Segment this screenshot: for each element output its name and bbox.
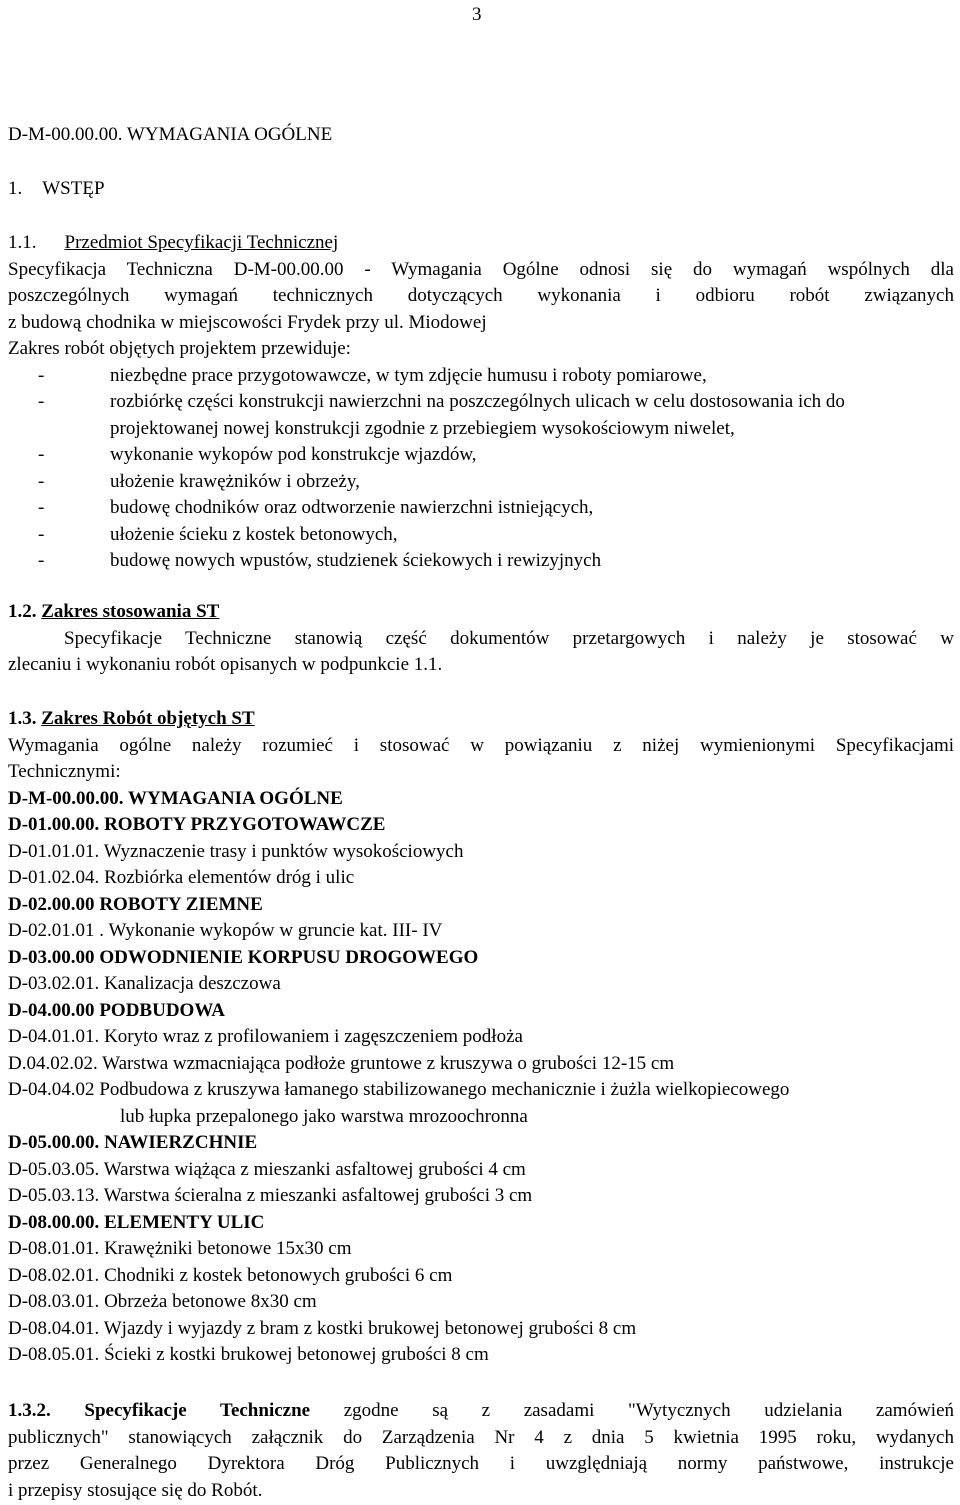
section-number: 1.3.: [8, 708, 37, 729]
spec-name: Obrzeża betonowe 8x30 cm: [104, 1291, 317, 1312]
spec-item: [8, 1289, 954, 1316]
spec-item: [8, 1236, 954, 1263]
spec-name: ROBOTY ZIEMNE: [99, 893, 263, 915]
spec-item: [8, 945, 954, 972]
spec-item: [8, 1024, 954, 1051]
spec-name: Warstwa wiążąca z mieszanki asfaltowej grubości 4 cm: [103, 1158, 526, 1180]
spec-code: D-03.00.00: [8, 946, 95, 968]
spec-item: [8, 892, 954, 919]
section-number: 1.: [8, 178, 23, 199]
spec-code: D-01.02.04.: [8, 867, 100, 888]
spec-code: D-08.04.01.: [8, 1317, 100, 1339]
section-number: 1.1.: [8, 232, 37, 253]
list-item: - ułożenie ścieku z kostek betonowych,: [38, 523, 398, 545]
spec-code: D-02.00.00: [8, 893, 95, 915]
spec-item: [8, 971, 954, 998]
paragraph-line: z budową chodnika w miejscowości Frydek przy ul. Miodowej: [8, 311, 487, 333]
spec-name: Warstwa wzmacniająca podłoże gruntowe z kruszywa o grubości 12-15 cm: [102, 1052, 675, 1074]
spec-code: D-M-00.00.00.: [8, 787, 124, 809]
spec-item: [8, 998, 954, 1025]
scope-intro: Zakres robót objętych projektem przewiduje:: [8, 338, 351, 359]
list-item: - rozbiórkę części konstrukcji nawierzchni na poszczególnych ulicach w celu dostosowania ich do projektowanej nowej konstrukcji zgodnie z przebiegiem wysokościowym niwelet,: [38, 391, 845, 439]
section-number: 1.2.: [8, 601, 37, 622]
paragraph-line: Specyfikacje Techniczne stanowią część dokumentów przetargowych i należy je stosować w: [64, 627, 954, 649]
spec-item: [8, 918, 954, 945]
spec-name-continuation: lub łupka przepalonego jako warstwa mrozoochronna: [120, 1105, 528, 1127]
spec-item: [8, 1183, 954, 1210]
spec-name: Chodniki z kostek betonowych grubości 6 cm: [104, 1264, 453, 1286]
list-item: - ułożenie krawężników i obrzeży,: [38, 470, 360, 492]
paragraph-line: 1.3.2. Specyfikacje Techniczne zgodne są z zasadami "Wytycznych udzielania zamówień: [8, 1400, 955, 1421]
section-title: Zakres Robót objętych ST: [41, 708, 255, 729]
list-item: - budowę chodników oraz odtworzenie nawierzchni istniejących,: [38, 497, 594, 518]
spec-code: D-03.02.01.: [8, 973, 100, 994]
spec-item: [8, 812, 954, 839]
spec-item: [8, 1051, 954, 1078]
section-title: Specyfikacje Techniczne: [84, 1400, 311, 1421]
spec-name: WYMAGANIA OGÓLNE: [127, 787, 343, 809]
spec-code: D-08.03.01.: [8, 1291, 100, 1312]
spec-code: D-08.01.01.: [8, 1238, 100, 1259]
spec-name: Koryto wraz z profilowaniem i zagęszczeniem podłoża: [104, 1026, 523, 1047]
spec-name: Rozbiórka elementów dróg i ulic: [104, 867, 355, 888]
paragraph-line: publicznych" stanowiących załącznik do Zarządzenia Nr 4 z dnia 5 kwietnia 1995 roku, wydanych: [8, 1426, 954, 1448]
spec-name: Krawężniki betonowe 15x30 cm: [104, 1238, 352, 1259]
spec-code: D-04.01.01.: [8, 1026, 100, 1047]
spec-name: PODBUDOWA: [99, 999, 225, 1021]
spec-code: D.04.02.02.: [8, 1052, 98, 1074]
spec-name: Warstwa ścieralna z mieszanki asfaltowej grubości 3 cm: [103, 1185, 533, 1206]
spec-code: D-05.03.05.: [8, 1158, 100, 1180]
spec-code: D-05.00.00.: [8, 1132, 100, 1153]
spec-code: D-05.03.13.: [8, 1185, 100, 1206]
spec-name: Ścieki z kostki brukowej betonowej grubości 8 cm: [104, 1344, 489, 1365]
spec-item: [8, 1210, 954, 1237]
spec-name: Wykonanie wykopów w gruncie kat. III- IV: [108, 920, 443, 941]
spec-name: Wjazdy i wyjazdy z bram z kostki brukowej betonowej grubości 8 cm: [103, 1317, 637, 1339]
paragraph-line: i przepisy stosujące się do Robót.: [8, 1479, 263, 1501]
spec-code: D-01.00.00.: [8, 814, 100, 835]
spec-code: D-04.00.00: [8, 999, 95, 1021]
spec-name: ELEMENTY ULIC: [104, 1211, 265, 1233]
section-number: 1.3.2.: [8, 1400, 51, 1421]
section-title: Przedmiot Specyfikacji Technicznej: [64, 232, 339, 253]
list-item: - budowę nowych wpustów, studzienek ściekowych i rewizyjnych: [38, 550, 602, 571]
paragraph-line: Technicznymi:: [8, 761, 121, 782]
paragraph-line: poszczególnych wymagań technicznych dotyczących wykonania i odbioru robót związanych: [8, 285, 954, 306]
section-1-2-heading: [8, 599, 954, 626]
paragraph-line: Specyfikacja Techniczna D-M-00.00.00 - Wymagania Ogólne odnosi się do wymagań wspólnych dla: [8, 258, 954, 280]
spec-name: ODWODNIENIE KORPUSU DROGOWEGO: [99, 946, 479, 968]
spec-list: [8, 786, 954, 1369]
list-item: - wykonanie wykopów pod konstrukcje wjazdów,: [38, 444, 477, 465]
paragraph-line: Wymagania ogólne należy rozumieć i stosować w powiązaniu z niżej wymienionymi Specyfikacjami: [8, 734, 954, 756]
section-1-1: [8, 230, 954, 575]
spec-name: Podbudowa z kruszywa łamanego stabilizowanego mechanicznie i żużla wielkopiecowego: [99, 1079, 790, 1100]
section-1-heading: [8, 176, 954, 203]
spec-item: [8, 786, 954, 813]
spec-item: [8, 1263, 954, 1290]
paragraph-line: zlecaniu i wykonaniu robót opisanych w podpunkcie 1.1.: [8, 654, 443, 675]
section-1-3-2: [8, 1398, 954, 1504]
section-title: Zakres stosowania ST: [41, 601, 220, 622]
spec-code: D-08.05.01.: [8, 1344, 100, 1365]
section-1-1-heading: [8, 230, 954, 257]
spec-code: D-02.01.01 .: [8, 920, 105, 941]
spec-item: [8, 1342, 954, 1369]
spec-name: Wyznaczenie trasy i punktów wysokościowych: [103, 840, 464, 862]
spec-item: [8, 839, 954, 866]
paragraph-line: przez Generalnego Dyrektora Dróg Publicznych i uwzględniają normy państwowe, instrukcje: [8, 1453, 954, 1474]
spec-item: [8, 865, 954, 892]
document-title: D-M-00.00.00. WYMAGANIA OGÓLNE: [8, 124, 333, 145]
spec-code: D-04.04.02: [8, 1079, 95, 1100]
spec-code: D-08.02.01.: [8, 1264, 100, 1286]
spec-name: Kanalizacja deszczowa: [104, 973, 281, 994]
spec-item: [8, 1077, 954, 1104]
spec-name: ROBOTY PRZYGOTOWAWCZE: [104, 814, 386, 835]
section-1-3: [8, 706, 954, 1369]
section-title: WSTĘP: [42, 178, 105, 199]
spec-item: [8, 1130, 954, 1157]
spec-name: NAWIERZCHNIE: [104, 1132, 258, 1153]
section-1-3-heading: [8, 706, 954, 733]
section-1-2: [8, 599, 954, 679]
spec-code: D-08.00.00.: [8, 1211, 100, 1233]
page-number: 3: [472, 4, 482, 25]
spec-item: [8, 1316, 954, 1343]
spec-code: D-01.01.01.: [8, 840, 100, 862]
spec-item: [8, 1157, 954, 1184]
list-item: - niezbędne prace przygotowawcze, w tym zdjęcie humusu i roboty pomiarowe,: [38, 364, 707, 386]
